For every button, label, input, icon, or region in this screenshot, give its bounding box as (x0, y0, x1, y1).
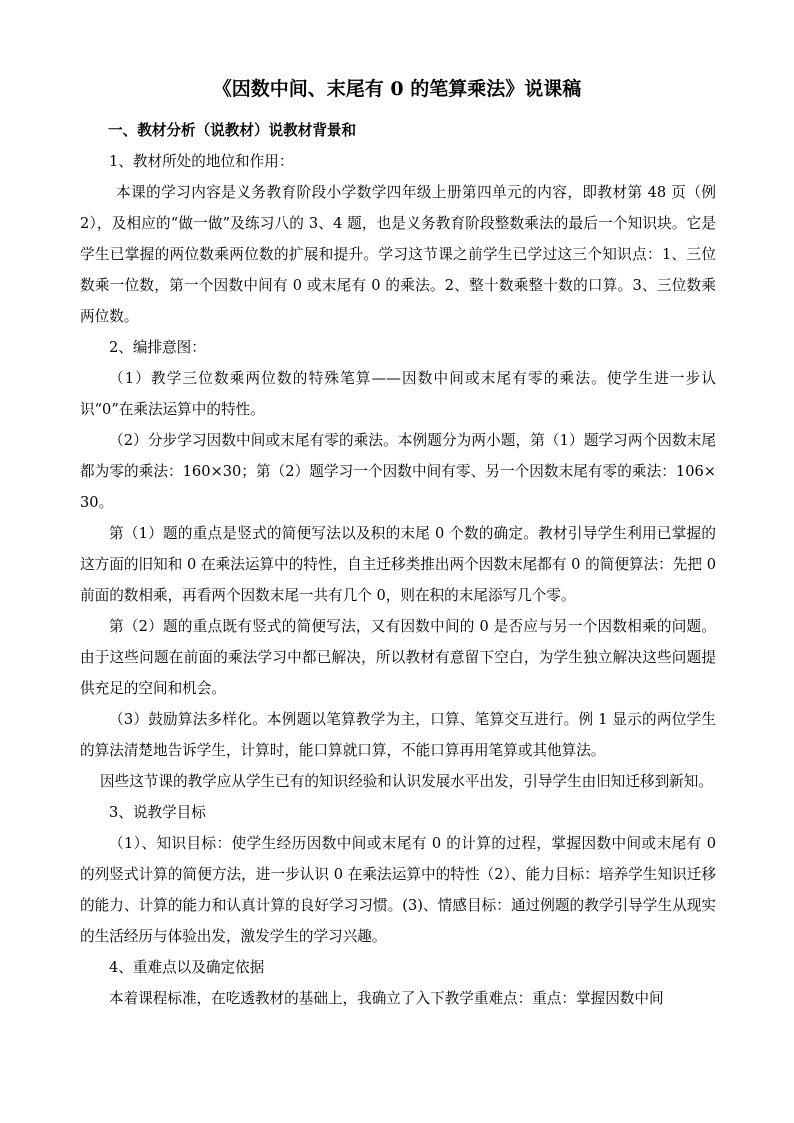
paragraph-key-difficulties: 本着课程标准，在吃透教材的基础上，我确立了入下教学重难点：重点：掌握因数中间 (109, 990, 664, 1007)
paragraph-teaching-goals: （1）、知识目标：使学生经历因数中间或末尾有 0 的计算的过程，掌握因数中间或末尾有 0 的列竖式计算的简便方法，进一步认识 0 在乘法运算中的特性（2）、能力目标：培养学生知识迁移的能力、计算的能力和认真计算的良好学习习惯。(3)、情感目标：通过例题的教学引导学生从现实的生活经历与体验出发，激发学生的学习兴趣。 (80, 835, 716, 945)
paragraph-arrangement-2: （2）分步学习因数中间或末尾有零的乘法。本例题分为两小题，第（1）题学习两个因数末尾都为零的乘法：160×30；第（2）题学习一个因数中间有零、另一个因数末尾有零的乘法：106×30。 (80, 432, 716, 511)
subheading-arrangement: 2、编排意图： (109, 339, 206, 356)
paragraph-example-1-focus: 第（1）题的重点是竖式的简便写法以及积的末尾 0 个数的确定。教材引导学生利用已掌握的这方面的旧知和 0 在乘法运算中的特性，自主迁移类推出两个因数末尾都有 0 的简便算法：先把 0 前面的数相乘，再看两个因数末尾一共有几个 0，则在积的末尾添写几个零。 (80, 525, 716, 604)
subheading-key-difficulties: 4、重难点以及确定依据 (109, 959, 265, 976)
subheading-position-role: 1、教材所处的地位和作用： (109, 153, 294, 170)
paragraph-arrangement-1: （1）教学三位数乘两位数的特殊笔算——因数中间或末尾有零的乘法。使学生进一步认识“0”在乘法运算中的特性。 (80, 370, 716, 418)
document-title: 《因数中间、末尾有 0 的笔算乘法》说课稿 (212, 78, 582, 100)
paragraph-content-intro: 本课的学习内容是义务教育阶段小学数学四年级上册第四单元的内容，即教材第 48 页（例 2），及相应的“做一做”及练习八的 3、4 题，也是义务教育阶段整数乘法的最后一个知识块。它是学生已掌握的两位数乘两位数的扩展和提升。学习这节课之前学生已学过这三个知识点：1、三位数乘一位数，第一个因数中间有 0 或末尾有 0 的乘法。2、整十数乘整十数的口算。3、三位数乘两位数。 (80, 184, 716, 325)
subheading-teaching-goals: 3、说教学目标 (109, 804, 206, 821)
paragraph-conclusion: 因些这节课的教学应从学生已有的知识经验和认识发展水平出发，引导学生由旧知迁移到新知。 (100, 773, 713, 790)
document-body (80, 115, 716, 1014)
paragraph-arrangement-3: （3）鼓励算法多样化。本例题以笔算教学为主，口算、笔算交互进行。例 1 显示的两位学生的算法清楚地告诉学生，计算时，能口算就口算，不能口算再用笔算或其他算法。 (80, 711, 716, 759)
section-heading-1: 一、教材分析（说教材）说教材背景和 (108, 122, 357, 139)
paragraph-example-2-focus: 第（2）题的重点既有竖式的简便写法，又有因数中间的 0 是否应与另一个因数相乘的问题。由于这些问题在前面的乘法学习中都已解决，所以教材有意留下空白，为学生独立解决这些问题提供充足的空间和机会。 (80, 618, 716, 697)
